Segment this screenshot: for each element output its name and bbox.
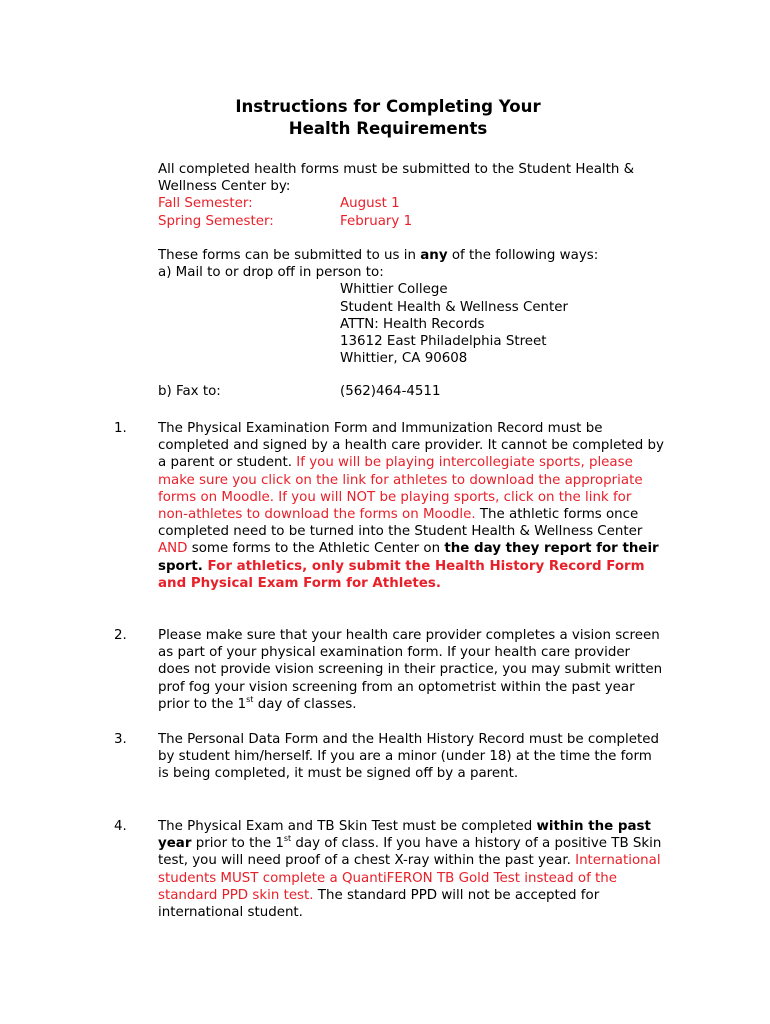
item-1-bold-note: the day they report for their sport. [158,541,659,574]
page-title [0,96,770,140]
item-4-part: prior to the 1 [191,836,284,852]
submission-intro-text: These forms can be submitted to us in [158,248,421,263]
address-line: 13612 East Philadelphia Street [340,334,547,350]
submission-intro-emphasis: any [420,248,448,263]
item-4-international-note: International students MUST complete a QuantiFERON TB Gold Test instead of the standard PPD skin test. [158,853,661,903]
deadline-section [158,161,658,230]
item-2-part: day of classes. [253,696,357,712]
item-number: 3. [114,732,127,747]
submission-intro-tail: of the following ways: [447,248,599,263]
instruction-item-2 [158,627,664,713]
mailing-address [158,281,658,367]
item-4-part: The standard PPD will not be accepted for international student. [158,887,600,921]
item-1-text [158,420,664,592]
item-1-part: The athletic forms once completed need to be turned into the Student Health & Wellness Center [158,507,643,540]
item-4-part: day of class. If you have a history of a positive TB Skin test, you will need proof of a chest X-ray within the past year. [158,836,662,869]
spring-date: February 1 [340,213,413,229]
item-2-part: Please make sure that your health care provider completes a vision screen as part of your physical examination form. If your health care provider does not provide vision screening in their practice, you may submit written prof fog your vision screening from an optometrist within the past year prior to the 1 [158,628,663,712]
item-1-part: The Physical Examination Form and Immunization Record must be completed and signed by a health care provider. It cannot be completed by a parent or student. [158,421,664,471]
address-line: Whittier College [340,282,448,298]
item-1-part: some forms to the Athletic Center on [187,541,445,557]
deadline-intro: All completed health forms must be submitted to the Student Health & Wellness Center by: [158,162,635,195]
item-4-text [158,818,664,921]
item-1-and: AND [158,541,188,557]
fax-row [158,383,658,400]
submission-section [158,247,658,401]
address-line: ATTN: Health Records [340,316,485,332]
title-line-1: Instructions for Completing Your [235,97,541,116]
ordinal-suffix: st [283,834,292,844]
item-number: 4. [114,819,127,834]
fall-deadline-row [158,195,658,212]
item-1-athletes-note: If you will be playing intercollegiate sports, please make sure you click on the link for athletes to download the appropriate forms on Moodle. If you will NOT be playing sports, click on the link for non-athletes to download the forms on Moodle. [158,455,643,523]
fall-label: Fall Semester: [158,196,253,212]
submission-intro [158,247,658,264]
item-2-text [158,627,664,713]
spring-deadline-row [158,213,658,230]
address-line: Student Health & Wellness Center [340,299,569,315]
spring-label: Spring Semester: [158,213,274,229]
instruction-item-4 [158,818,664,921]
fax-label: b) Fax to: [158,384,221,400]
item-4-bold-note: within the past year [158,819,651,852]
item-number: 2. [114,628,127,643]
address-line: Whittier, CA 90608 [340,351,468,367]
fall-date: August 1 [340,196,400,212]
ordinal-suffix: st [246,694,254,704]
fax-number: (562)464-4511 [340,384,441,400]
mail-label: a) Mail to or drop off in person to: [158,265,384,281]
instruction-item-3 [158,731,664,783]
instruction-item-1 [158,420,664,592]
title-line-2: Health Requirements [288,119,488,138]
item-4-part: The Physical Exam and TB Skin Test must be completed [158,819,537,834]
item-3-text: The Personal Data Form and the Health History Record must be completed by student him/herself. If you are a minor (under 18) at the time the form is being completed, it must be signed off by a parent. [158,732,659,782]
item-number: 1. [114,421,127,436]
item-1-athletics-note: For athletics, only submit the Health History Record Form and Physical Exam Form for Athletes. [158,558,645,591]
